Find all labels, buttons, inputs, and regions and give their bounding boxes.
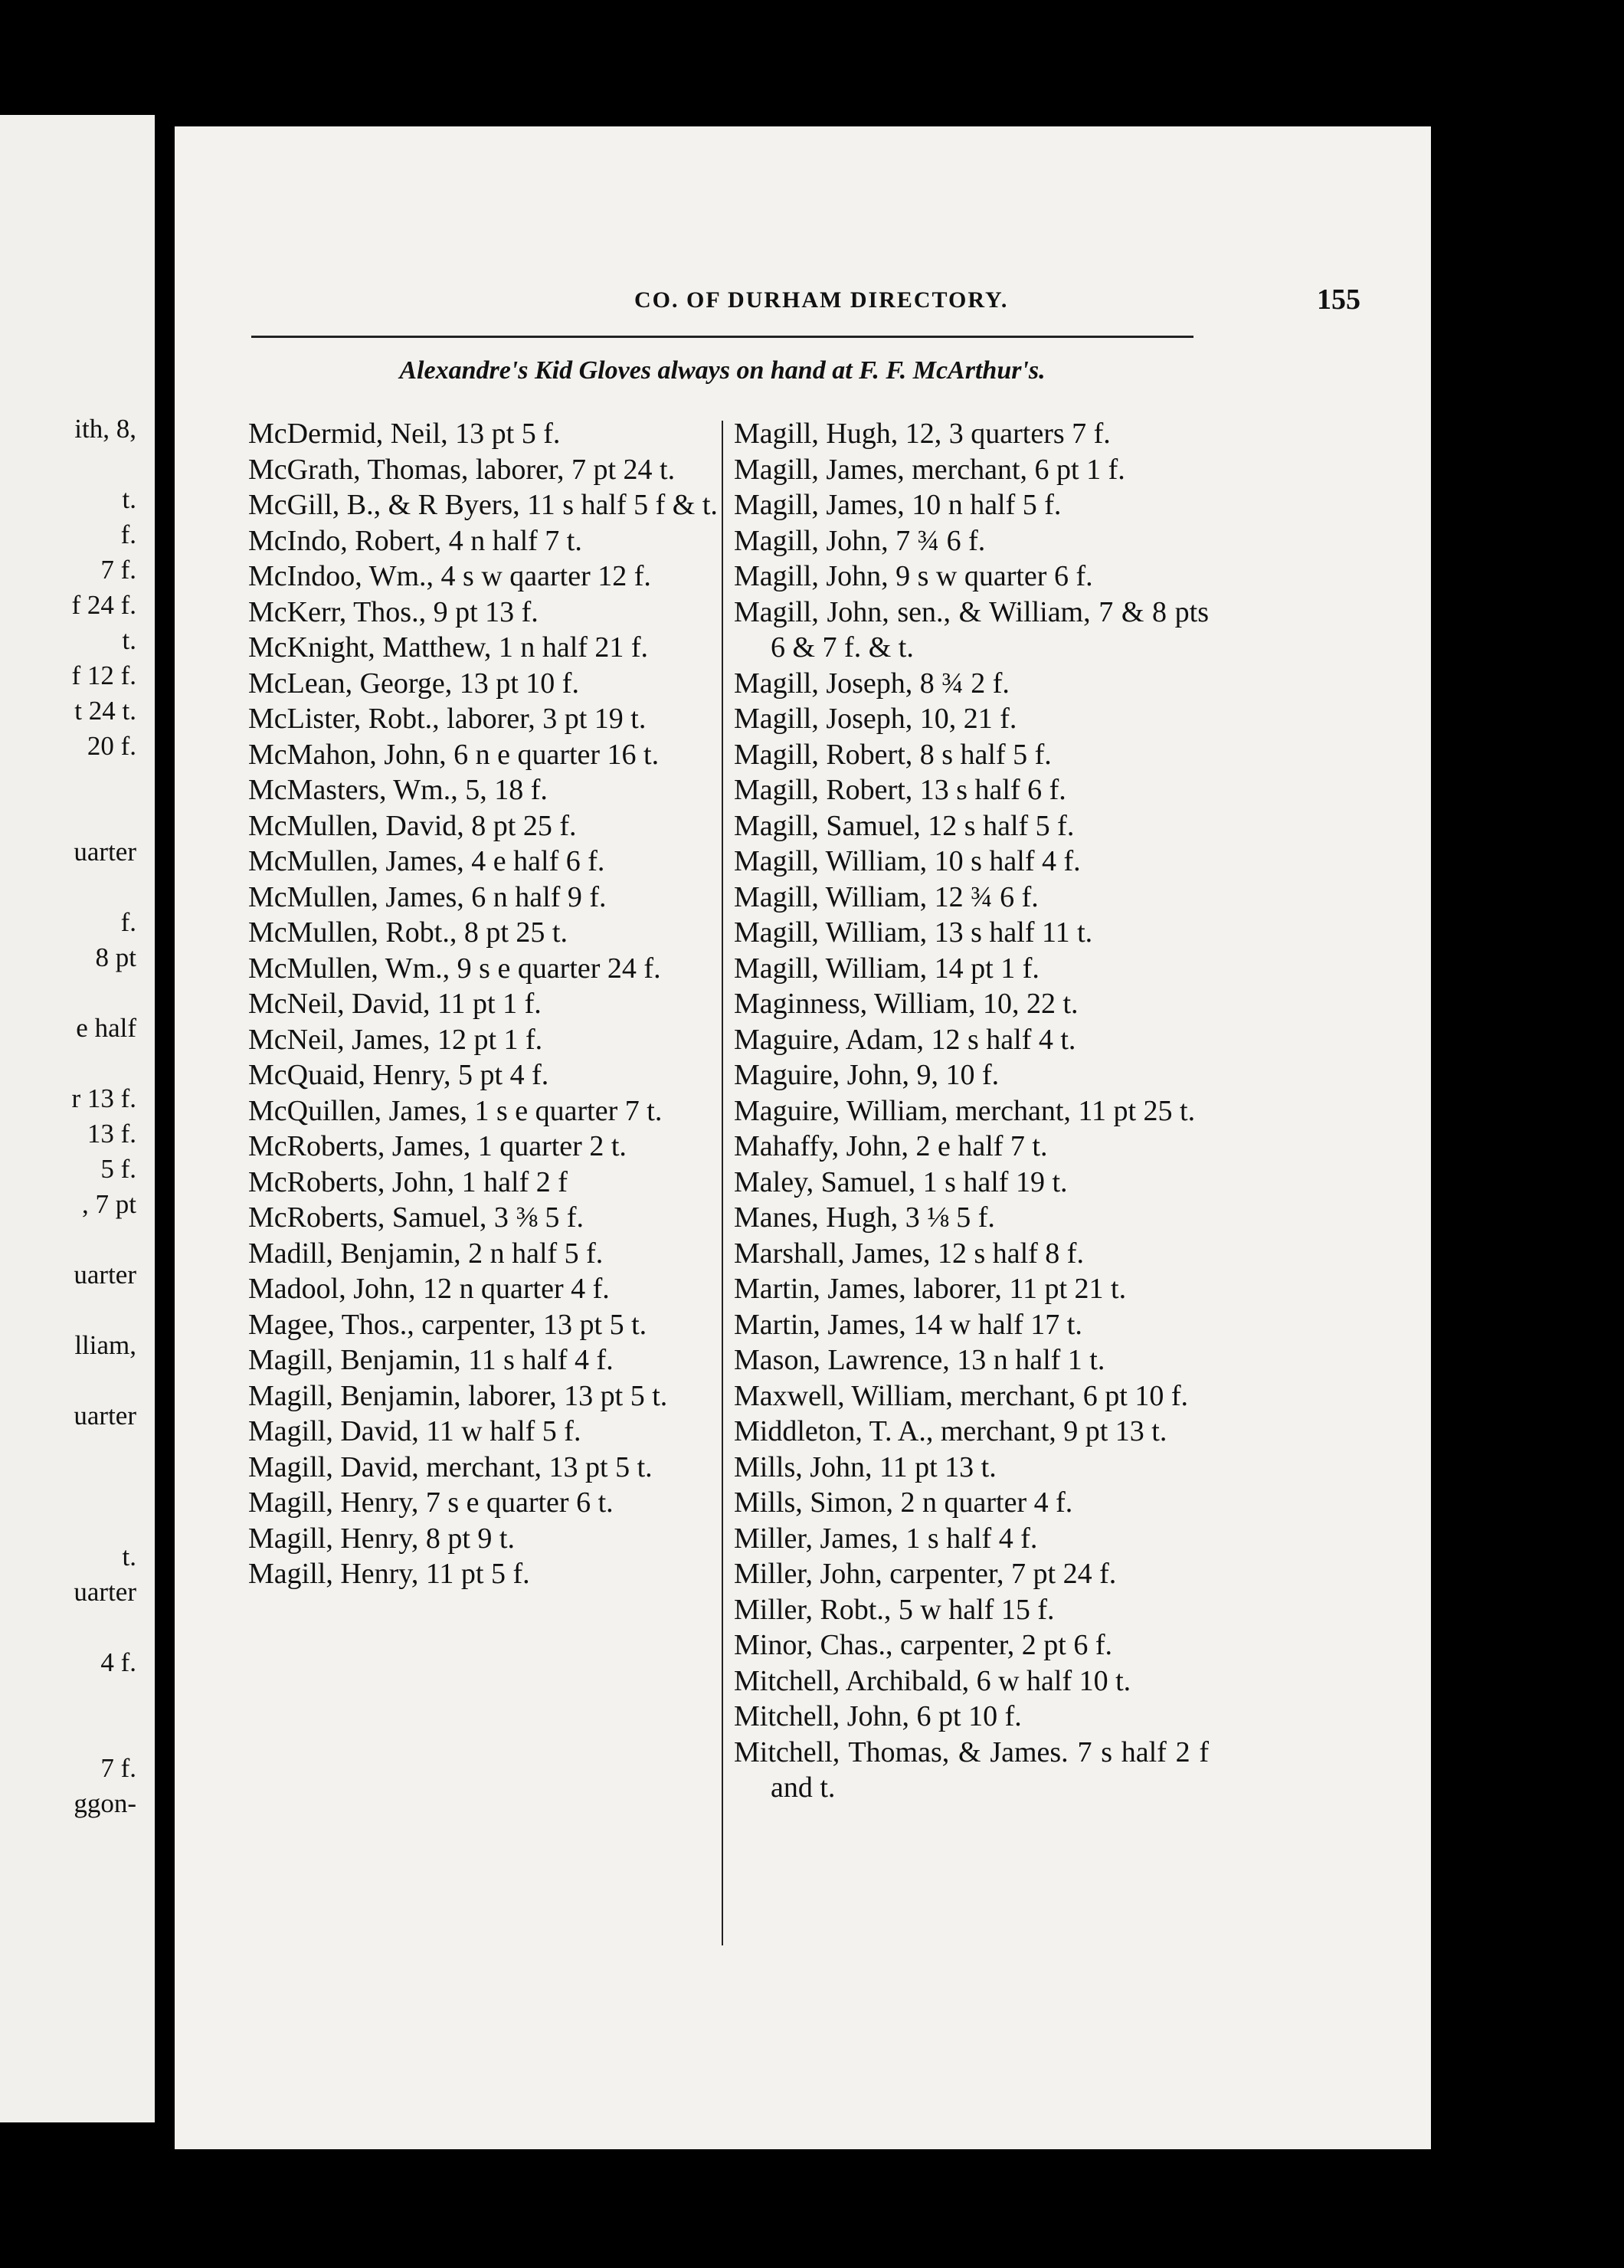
- directory-entry: Magill, Benjamin, 11 s half 4 f.: [248, 1344, 614, 1376]
- directory-entry: Magee, Thos., carpenter, 13 pt 5 t.: [248, 1308, 647, 1341]
- left-column: [248, 416, 723, 1592]
- directory-entry: Magill, William, 12 ¾ 6 f.: [734, 880, 1039, 913]
- directory-entry: Miller, John, carpenter, 7 pt 24 f.: [734, 1558, 1117, 1590]
- previous-page-line: f.: [120, 907, 136, 937]
- directory-entry: Maguire, William, merchant, 11 pt 25 t.: [734, 1094, 1196, 1127]
- directory-entry: Miller, James, 1 s half 4 f.: [734, 1522, 1038, 1555]
- directory-entry: Maley, Samuel, 1 s half 19 t.: [734, 1165, 1068, 1198]
- directory-entry: McNeil, James, 12 pt 1 f.: [248, 1023, 543, 1056]
- directory-entry: Maguire, John, 9, 10 f.: [734, 1059, 1000, 1091]
- directory-page: [175, 126, 1431, 2149]
- previous-page-line: 5 f.: [100, 1154, 136, 1184]
- directory-entry: Magill, Henry, 8 pt 9 t.: [248, 1522, 515, 1555]
- directory-entry: Marshall, James, 12 s half 8 f.: [734, 1237, 1084, 1270]
- previous-page-line: ggon-: [74, 1788, 136, 1818]
- directory-entry: Magill, John, sen., & William, 7 & 8 pts 6 & 7 f. & t.: [734, 595, 1209, 664]
- directory-entry: Magill, Robert, 8 s half 5 f.: [734, 738, 1052, 771]
- previous-page-line: ith, 8,: [74, 414, 136, 444]
- directory-entry: Mitchell, Thomas, & James. 7 s half 2 f and t.: [734, 1735, 1209, 1804]
- directory-entry: Mahaffy, John, 2 e half 7 t.: [734, 1130, 1048, 1162]
- previous-page-line: uarter: [74, 1401, 136, 1431]
- page-number: 155: [1317, 284, 1360, 316]
- directory-entry: Madill, Benjamin, 2 n half 5 f.: [248, 1237, 604, 1270]
- directory-entry: McMullen, James, 4 e half 6 f.: [248, 845, 605, 877]
- directory-entry: Magill, Joseph, 8 ¾ 2 f.: [734, 667, 1010, 700]
- directory-entry: McQuaid, Henry, 5 pt 4 f.: [248, 1059, 549, 1091]
- directory-entry: Manes, Hugh, 3 ⅛ 5 f.: [734, 1201, 995, 1234]
- directory-entry: Magill, William, 14 pt 1 f.: [734, 952, 1040, 985]
- directory-entry: McMullen, Robt., 8 pt 25 t.: [248, 916, 568, 949]
- directory-entry: Magill, John, 7 ¾ 6 f.: [734, 524, 986, 557]
- previous-page-line: 7 f.: [100, 1753, 136, 1783]
- directory-entry: Middleton, T. A., merchant, 9 pt 13 t.: [734, 1415, 1167, 1447]
- directory-entry: McMullen, James, 6 n half 9 f.: [248, 880, 607, 913]
- directory-entry: Mason, Lawrence, 13 n half 1 t.: [734, 1344, 1105, 1376]
- directory-entry: Mitchell, Archibald, 6 w half 10 t.: [734, 1664, 1131, 1697]
- directory-entry: Mills, John, 11 pt 13 t.: [734, 1450, 997, 1483]
- directory-entry: Miller, Robt., 5 w half 15 f.: [734, 1593, 1055, 1626]
- header-rule: [251, 336, 1193, 338]
- directory-entry: Magill, John, 9 s w quarter 6 f.: [734, 560, 1093, 592]
- previous-page-line: t.: [122, 484, 136, 514]
- previous-page-line: 8 pt: [95, 942, 136, 972]
- directory-entry: Magill, Robert, 13 s half 6 f.: [734, 774, 1066, 806]
- previous-page-line: t.: [122, 1542, 136, 1572]
- directory-entry: Magill, James, 10 n half 5 f.: [734, 489, 1062, 521]
- previous-page-line: 7 f.: [100, 555, 136, 585]
- running-title: CO. OF DURHAM DIRECTORY.: [634, 287, 1009, 313]
- previous-page-line: t.: [122, 625, 136, 655]
- directory-entry: Magill, Benjamin, laborer, 13 pt 5 t.: [248, 1379, 668, 1412]
- directory-entry: Madool, John, 12 n quarter 4 f.: [248, 1273, 610, 1305]
- directory-entry: McMahon, John, 6 n e quarter 16 t.: [248, 738, 660, 771]
- advertisement-line: Alexandre's Kid Gloves always on hand at F. F. McArthur's.: [399, 356, 1046, 385]
- directory-entry: Magill, William, 13 s half 11 t.: [734, 916, 1093, 949]
- directory-entry: McGill, B., & R Byers, 11 s half 5 f & t.: [248, 489, 718, 521]
- directory-entry: Magill, David, 11 w half 5 f.: [248, 1415, 581, 1447]
- previous-page-line: uarter: [74, 837, 136, 867]
- directory-entry: Magill, David, merchant, 13 pt 5 t.: [248, 1450, 653, 1483]
- directory-entry: Magill, Samuel, 12 s half 5 f.: [734, 809, 1075, 842]
- previous-page-fragment: [0, 115, 155, 2122]
- directory-entry: Magill, Henry, 11 pt 5 f.: [248, 1558, 530, 1590]
- directory-entry: McMasters, Wm., 5, 18 f.: [248, 774, 548, 806]
- directory-entry: McMullen, Wm., 9 s e quarter 24 f.: [248, 952, 661, 985]
- directory-entry: Minor, Chas., carpenter, 2 pt 6 f.: [734, 1629, 1112, 1661]
- previous-page-line: , 7 pt: [82, 1189, 136, 1219]
- directory-entry: McKnight, Matthew, 1 n half 21 f.: [248, 631, 649, 664]
- directory-entry: Maginness, William, 10, 22 t.: [734, 988, 1079, 1020]
- directory-entry: McKerr, Thos., 9 pt 13 f.: [248, 595, 539, 628]
- previous-page-line: uarter: [74, 1577, 136, 1607]
- previous-page-line: r 13 f.: [71, 1083, 136, 1113]
- directory-entry: McIndo, Robert, 4 n half 7 t.: [248, 524, 582, 557]
- previous-page-line: 13 f.: [87, 1119, 136, 1149]
- directory-entry: McMullen, David, 8 pt 25 f.: [248, 809, 577, 842]
- directory-entry: McRoberts, John, 1 half 2 f: [248, 1165, 568, 1198]
- previous-page-line: f 24 f.: [71, 590, 136, 620]
- directory-entry: Mitchell, John, 6 pt 10 f.: [734, 1700, 1022, 1732]
- previous-page-line: 20 f.: [87, 731, 136, 761]
- directory-entry: Martin, James, laborer, 11 pt 21 t.: [734, 1273, 1127, 1305]
- directory-entry: Magill, Henry, 7 s e quarter 6 t.: [248, 1486, 614, 1519]
- directory-entry: Maguire, Adam, 12 s half 4 t.: [734, 1023, 1076, 1056]
- directory-entry: McIndoo, Wm., 4 s w qaarter 12 f.: [248, 560, 651, 592]
- directory-entry: McNeil, David, 11 pt 1 f.: [248, 988, 542, 1020]
- previous-page-line: e half: [76, 1013, 136, 1043]
- directory-entry: Magill, Joseph, 10, 21 f.: [734, 703, 1017, 735]
- directory-entry: McLean, George, 13 pt 10 f.: [248, 667, 579, 700]
- directory-entry: McRoberts, Samuel, 3 ⅜ 5 f.: [248, 1201, 584, 1234]
- right-column: [734, 416, 1209, 1806]
- previous-page-line: 4 f.: [100, 1647, 136, 1677]
- previous-page-line: f 12 f.: [71, 660, 136, 690]
- directory-entry: Martin, James, 14 w half 17 t.: [734, 1308, 1082, 1341]
- directory-entry: Magill, James, merchant, 6 pt 1 f.: [734, 453, 1125, 486]
- page-header: [251, 284, 1362, 326]
- directory-entry: Maxwell, William, merchant, 6 pt 10 f.: [734, 1379, 1188, 1412]
- directory-entry: Mills, Simon, 2 n quarter 4 f.: [734, 1486, 1073, 1519]
- column-divider: [722, 421, 723, 1945]
- directory-entry: McGrath, Thomas, laborer, 7 pt 24 t.: [248, 453, 676, 486]
- previous-page-line: f.: [120, 519, 136, 549]
- directory-entry: McLister, Robt., laborer, 3 pt 19 t.: [248, 703, 647, 735]
- directory-entry: Magill, Hugh, 12, 3 quarters 7 f.: [734, 418, 1111, 450]
- directory-entry: McDermid, Neil, 13 pt 5 f.: [248, 418, 561, 450]
- directory-entry: McQuillen, James, 1 s e quarter 7 t.: [248, 1094, 663, 1127]
- previous-page-line: lliam,: [74, 1330, 136, 1360]
- directory-entry: McRoberts, James, 1 quarter 2 t.: [248, 1130, 627, 1162]
- directory-entry: Magill, William, 10 s half 4 f.: [734, 845, 1081, 877]
- previous-page-line: uarter: [74, 1260, 136, 1290]
- previous-page-line: t 24 t.: [74, 696, 136, 726]
